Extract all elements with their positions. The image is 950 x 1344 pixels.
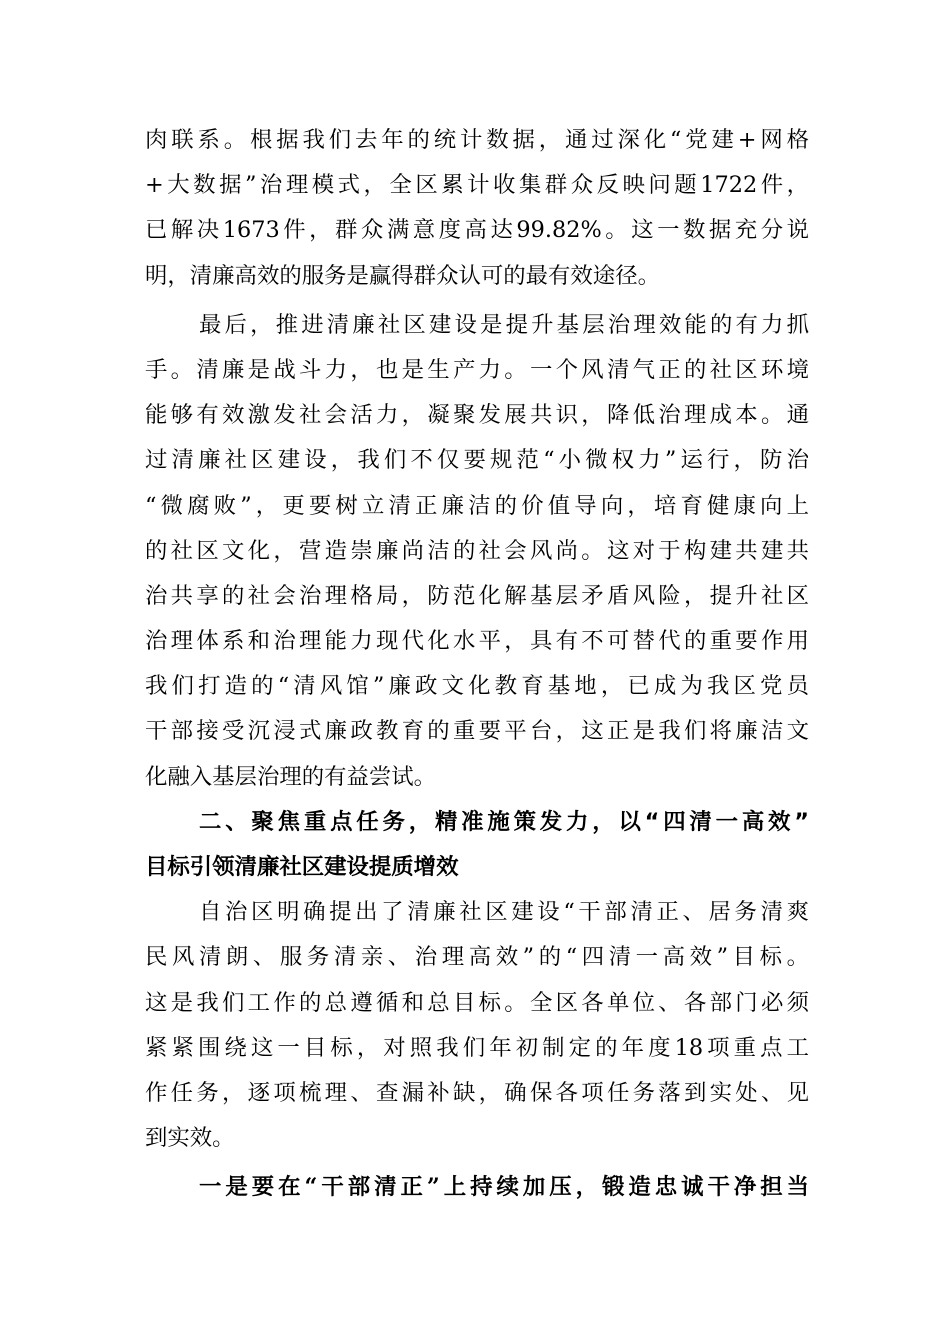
section-heading-2 (145, 800, 809, 890)
paragraph-2 (145, 303, 809, 800)
paragraph-2-line-6: 的社区文化，营造崇廉尚洁的社会风尚。这对于构建共建共 (145, 537, 809, 564)
paragraph-2-line-4: 过清廉社区建设，我们不仅要规范“小微权力”运行，防治 (145, 447, 809, 474)
paragraph-2-line-7: 治共享的社会治理格局，防范化解基层矛盾风险，提升社区 (145, 582, 809, 609)
paragraph-1-line-1: 肉联系。根据我们去年的统计数据，通过深化“党建+网格 (145, 127, 809, 153)
paragraph-3-line-3: 这是我们工作的总遵循和总目标。全区各单位、各部门必须 (145, 989, 809, 1016)
paragraph-3-line-2: 民风清朗、服务清亲、治理高效”的“四清一高效”目标。 (145, 944, 809, 971)
paragraph-2-line-5: “微腐败”，更要树立清正廉洁的价值导向，培育健康向上 (145, 492, 809, 519)
paragraph-2-line-8: 治理体系和治理能力现代化水平，具有不可替代的重要作用 (145, 628, 809, 655)
paragraph-1-line-2: +大数据”治理模式，全区累计收集群众反映问题1722件， (145, 172, 809, 199)
paragraph-2-line-9: 我们打造的“清风馆”廉政文化教育基地，已成为我区党员 (145, 673, 809, 700)
paragraph-2-line-3: 能够有效激发社会活力，凝聚发展共识，降低治理成本。通 (145, 402, 809, 429)
paragraph-3-line-1: 自治区明确提出了清廉社区建设“干部清正、居务清爽 (199, 899, 809, 926)
paragraph-2-line-2: 手。清廉是战斗力，也是生产力。一个风清气正的社区环境 (145, 356, 809, 383)
paragraph-1-line-4: 明，清廉高效的服务是赢得群众认可的最有效途径。 (145, 262, 660, 289)
paragraph-1-line-3: 已解决1673件，群众满意度高达99.82%。这一数据充分说 (145, 217, 809, 244)
document-page (145, 118, 809, 1211)
paragraph-4 (145, 1165, 809, 1210)
paragraph-4-line-1: 一是要在“干部清正”上持续加压，锻造忠诚干净担当 (199, 1174, 809, 1201)
paragraph-2-line-10: 干部接受沉浸式廉政教育的重要平台，这正是我们将廉洁文 (145, 718, 809, 745)
section-heading-2-line-2: 目标引领清廉社区建设提质增效 (145, 854, 459, 880)
paragraph-3-line-5: 作任务，逐项梳理、查漏补缺，确保各项任务落到实处、见 (145, 1079, 809, 1106)
paragraph-3 (145, 890, 809, 1161)
paragraph-3-line-6: 到实效。 (145, 1125, 235, 1152)
paragraph-2-line-1: 最后，推进清廉社区建设是提升基层治理效能的有力抓 (199, 311, 809, 338)
paragraph-1 (145, 118, 809, 299)
paragraph-2-line-11: 化融入基层治理的有益尝试。 (145, 763, 437, 790)
paragraph-3-line-4: 紧紧围绕这一目标，对照我们年初制定的年度18项重点工 (145, 1034, 809, 1061)
section-heading-2-line-1: 二、聚焦重点任务，精准施策发力，以“四清一高效” (199, 808, 809, 835)
